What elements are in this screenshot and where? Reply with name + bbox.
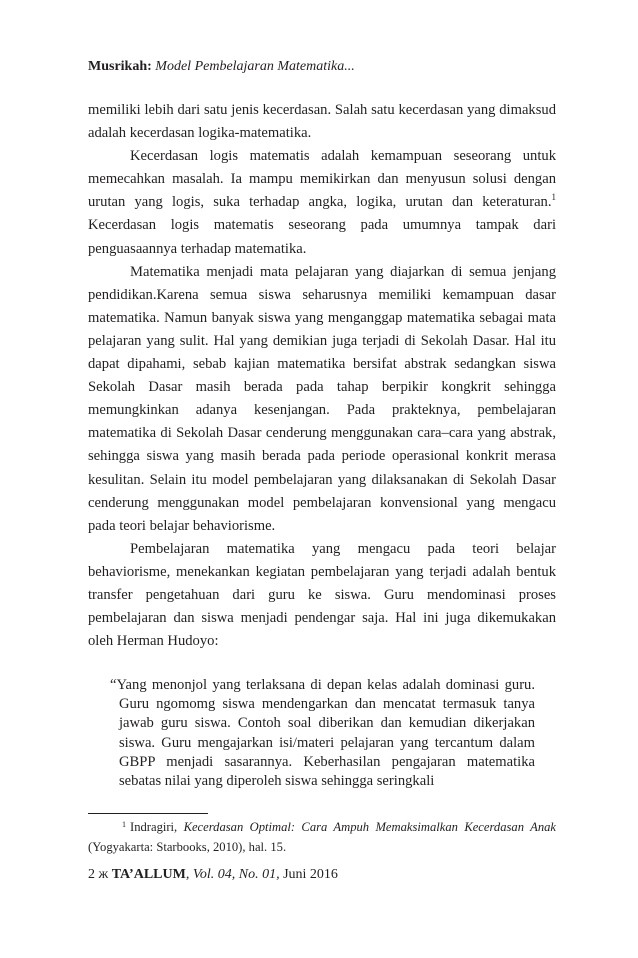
page-footer: [88, 867, 338, 883]
journal-date: Juni 2016: [279, 867, 338, 882]
paragraph-3: Matematika menjadi mata pelajaran yang diajarkan di semua jenjang pendidikan.Karena semua siswa seharusnya memiliki kemampuan dasar matematika. Namun banyak siswa yang menganggap matematika sebagai mata pelajaran yang sulit. Hal yang demikian juga terjadi di Sekolah Dasar. Hal itu dapat dipahami, sebab kajian matematika bersifat abstrak sedangkan siswa Sekolah Dasar masih berada pada tahap berpikir kongkrit sehingga memungkinkan adanya kesenjangan. Pada prakteknya, pembelajaran matematika di Sekolah Dasar cenderung menggunakan cara–cara yang abstrak, sehingga siswa yang masih berada pada periode operasional konkrit merasa kesulitan. Selain itu model pembelajaran yang dilaksanakan di Sekolah Dasar cenderung menggunakan model pembelajaran konvensional yang mengacu pada teori belajar behaviorisme.: [88, 263, 556, 534]
journal-volume: , Vol. 04, No. 01,: [185, 867, 280, 882]
block-quote-text: “Yang menonjol yang terlaksana di depan kelas adalah dominasi guru. Guru ngomomg siswa mendengarkan dan mencatat termasuk tanya jawab guru siswa. Contoh soal diberikan dan kemudian dikerjakan siswa. Guru mengajarkan isi/materi pelajaran yang tercantum dalam GBPP menjadi sasarannya. Keberhasilan pengajaran matematika sebatas nilai yang diperoleh siswa sehingga seringkali: [110, 677, 535, 790]
journal-name: TA’ALLUM: [111, 867, 186, 882]
footnote-reference: 1: [551, 192, 556, 203]
running-head-title: Model Pembelajaran Matematika...: [155, 59, 355, 74]
body-text: [88, 99, 556, 653]
footnote-book-title: Kecerdasan Optimal: Cara Ampuh Memaksimalkan Kecerdasan Anak: [183, 820, 557, 834]
paragraph-4: Pembelajaran matematika yang mengacu pada teori belajar behaviorisme, menekankan kegiatan pembelajaran yang terjadi adalah bentuk transfer pengetahuan dari guru ke siswa. Guru mendominasi proses pembelajaran dan siswa menjadi pendengar saja. Hal ini juga dikemukakan oleh Herman Hudoyo:: [88, 540, 556, 650]
paragraph-2: [88, 145, 556, 260]
footer-separator: ж: [95, 867, 112, 882]
paragraph-2-text: Kecerdasan logis matematis adalah kemampuan seseorang untuk memecahkan masalah. Ia mampu memikirkan dan menyusun solusi dengan urutan yang logis, suka terhadap angka, logika, urutan dan keteraturan.: [88, 148, 556, 211]
footnote: [88, 818, 556, 857]
paragraph-1: memiliki lebih dari satu jenis kecerdasan. Salah satu kecerdasan yang dimaksud adalah kecerdasan logika-matematika.: [88, 102, 556, 142]
footnote-publication: (Yogyakarta: Starbooks, 2010), hal. 15.: [88, 840, 287, 854]
paragraph-2-tail: Kecerdasan logis matematis seseorang pada umumnya tampak dari penguasaannya terhadap matematika.: [88, 217, 556, 257]
footnote-author: Indragiri,: [130, 820, 184, 834]
running-head-author: Musrikah:: [88, 59, 152, 74]
page-number: 2: [88, 867, 95, 882]
footnote-divider: [88, 813, 208, 814]
footnote-mark: 1: [122, 820, 126, 829]
running-head: [88, 59, 355, 75]
block-quote: [110, 676, 535, 791]
